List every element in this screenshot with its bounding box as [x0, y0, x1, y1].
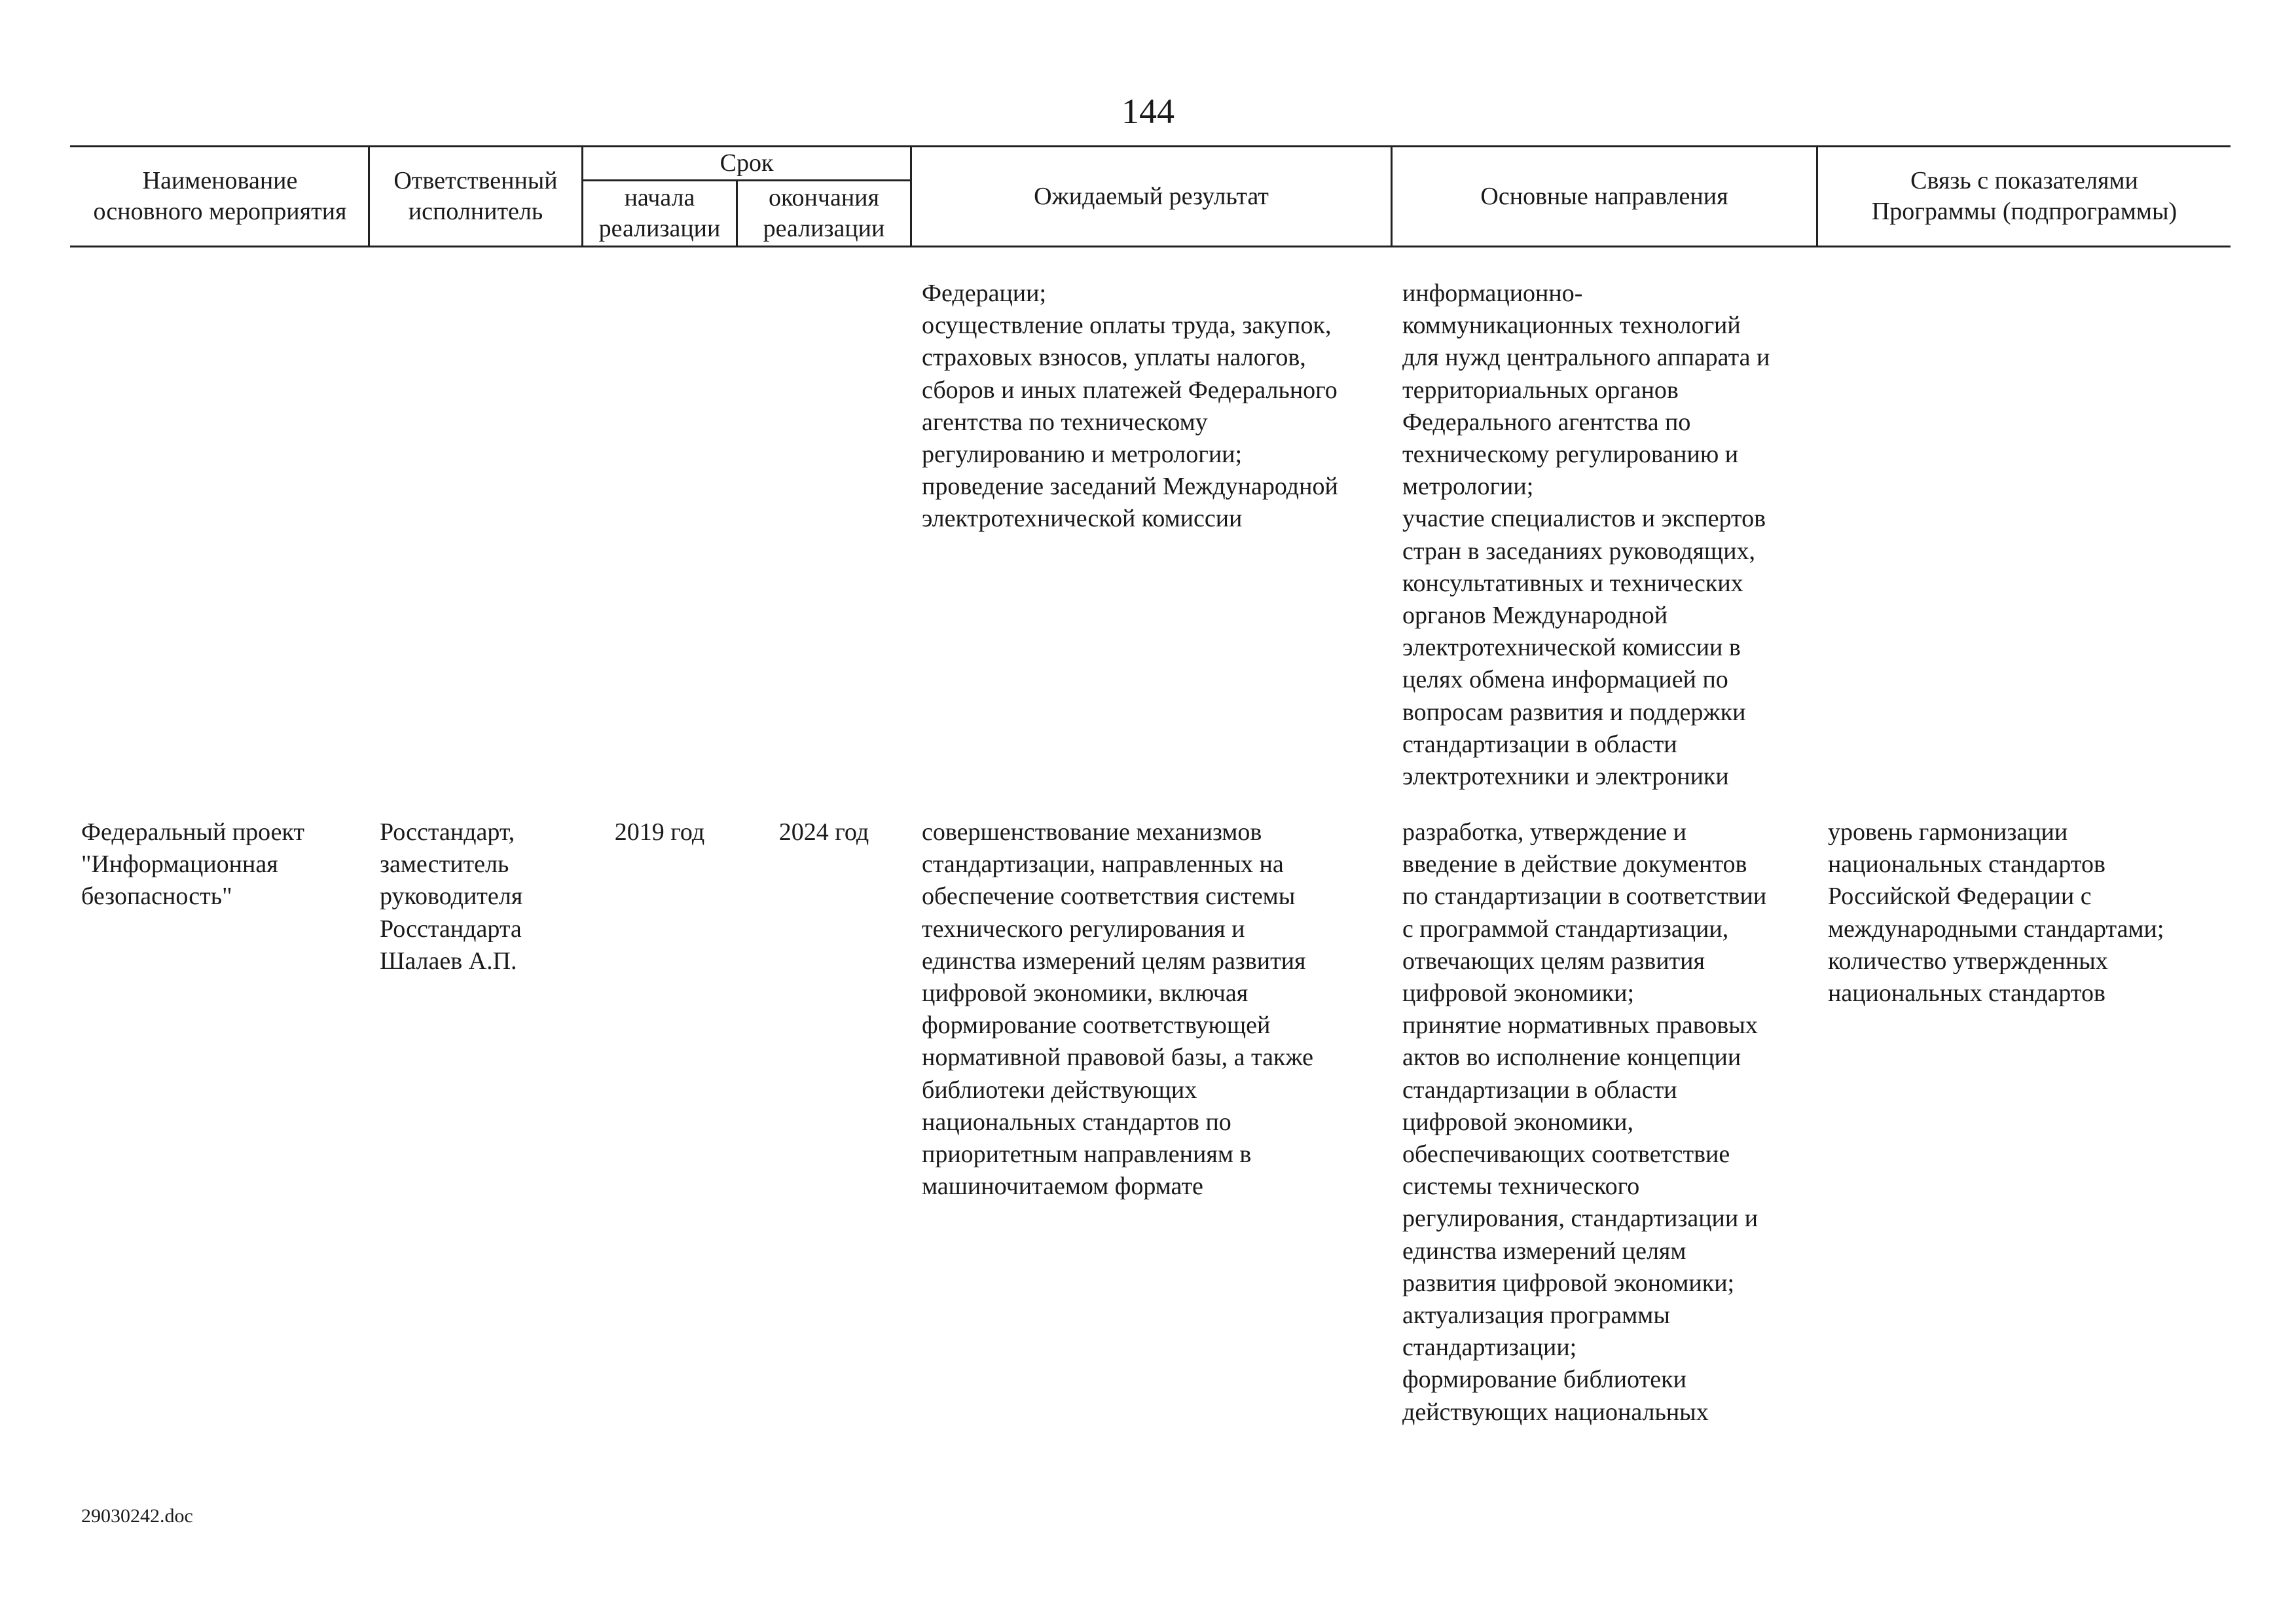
row1-directions: информационно- коммуникационных технологий для нужд центрального аппарата и территориальных органов Федерального агентства по техническому регулированию и метрологии; участие специалистов и экспертов стран в заседаниях руководящих, консультативных и технических органов Международной электротехнической комиссии в целях обмена информацией по вопросам развития и поддержки стандартизации в области электротехники и электроники [1402, 280, 1770, 791]
row1-result: Федерации; осуществление оплаты труда, закупок, страховых взносов, уплаты налогов, сборов и иных платежей Федерального агентства по техническому регулированию и метрологии; проведение заседаний Международной электротехнической комиссии [922, 280, 1338, 533]
table-header-bottom-rule [70, 246, 2231, 247]
row2-start: 2019 год [614, 818, 705, 846]
header-term: Срок [720, 149, 774, 177]
page-number: 144 [1121, 92, 1175, 131]
row2-result: совершенствование механизмов стандартизации, направленных на обеспечение соответствия системы технического регулирования и единства измерений целям развития цифровой экономики, включая формирование соответствующей нормативной правовой базы, а также библиотеки действующих национальных стандартов по приоритетным направлениям в машиночитаемом формате [922, 818, 1314, 1201]
file-name-footer: 29030242.doc [81, 1505, 193, 1527]
row2-name: Федеральный проект "Информационная безопасность" [81, 818, 305, 911]
row2-responsible: Росстандарт, заместитель руководителя Росстандарта Шалаев А.П. [380, 818, 523, 975]
row2-indicators: уровень гармонизации национальных стандартов Российской Федерации с международными стандартами; количество утвержденных национальных стандартов [1828, 818, 2164, 1008]
header-indicators: Связь с показателями Программы (подпрограммы) [1871, 167, 2178, 225]
row2-directions: разработка, утверждение и введение в действие документов по стандартизации в соответствии с программой стандартизации, отвечающих целям развития цифровой экономики; принятие нормативных правовых актов во исполнение концепции стандартизации в области цифровой экономики, обеспечивающих соответствие системы технического регулирования, стандартизации и единства измерений целям развития цифровой экономики; актуализация программы стандартизации; формирование библиотеки действующих национальных [1402, 818, 1767, 1426]
header-directions: Основные направления [1480, 182, 1728, 210]
header-start: начала реализации [598, 184, 721, 242]
header-result: Ожидаемый результат [1034, 182, 1269, 210]
header-responsible: Ответственный исполнитель [393, 167, 558, 225]
row2-end: 2024 год [778, 818, 869, 846]
header-end: окончания реализации [763, 184, 885, 242]
header-name: Наименование основного мероприятия [93, 167, 347, 225]
